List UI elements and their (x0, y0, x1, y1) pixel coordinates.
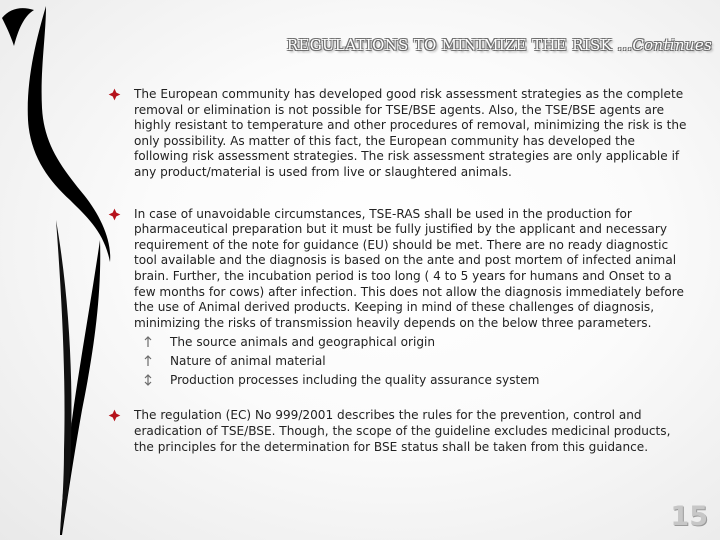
bullet-2 (108, 207, 693, 391)
bullet-text: In case of unavoidable circumstances, TSE-RAS shall be used in the production for pharmaceutical preparation but it must be fully justified by the applicant and necessary requirement of the note for guidance (EU) should be met. There are no ready diagnostic tool available and the diagnosis is based on the ante and post mortem of infected animal brain. Further, the incubation period is too long ( 4 to 5 years for humans and Onset to a few months for cows) after infection. This does not allow the diagnosis immediately before the use of Animal derived products. Keeping in mind of these challenges of diagnosis, minimizing the risks of transmission heavily depends on the below three parameters. (134, 206, 684, 330)
arrow-bullet-icon (142, 374, 154, 386)
sub-list (134, 333, 693, 390)
sub-item (134, 352, 693, 371)
bullet-text: The regulation (EC) No 999/2001 describes the rules for the prevention, control and eradication of TSE/BSE. Though, the scope of the guideline excludes medicinal products, the principles for the determination for BSE status shall be taken from this guidance. (134, 408, 671, 454)
arrow-bullet-icon (142, 355, 154, 367)
page-number: 15 (670, 501, 708, 532)
sub-item (134, 371, 693, 390)
sub-item-text: Production processes including the quality assurance system (170, 373, 540, 388)
title-continues: …Continues (612, 36, 712, 54)
arrow-bullet-icon (142, 336, 154, 348)
sub-item-text: Nature of animal material (170, 354, 326, 369)
diamond-bullet-icon (108, 409, 121, 422)
sub-item (134, 333, 693, 352)
slide-content (108, 87, 693, 455)
sub-item-text: The source animals and geographical origin (170, 335, 436, 350)
title-main: REGULATIONS TO MINIMIZE THE RISK (286, 36, 613, 54)
diamond-bullet-icon (108, 88, 121, 101)
diamond-bullet-icon (108, 208, 121, 221)
bullet-1 (108, 87, 693, 181)
bullet-3 (108, 408, 693, 455)
slide-title (287, 36, 712, 54)
bullet-text: The European community has developed good risk assessment strategies as the complete removal or elimination is not possible for TSE/BSE agents. Also, the TSE/BSE agents are highly resistant to temperature and other procedures of removal, minimizing the risk is the only possibility. As matter of this fact, the European community has developed the following risk assessment strategies. The risk assessment strategies are only applicable if any product/material is used from live or slaughtered animals. (134, 87, 687, 179)
